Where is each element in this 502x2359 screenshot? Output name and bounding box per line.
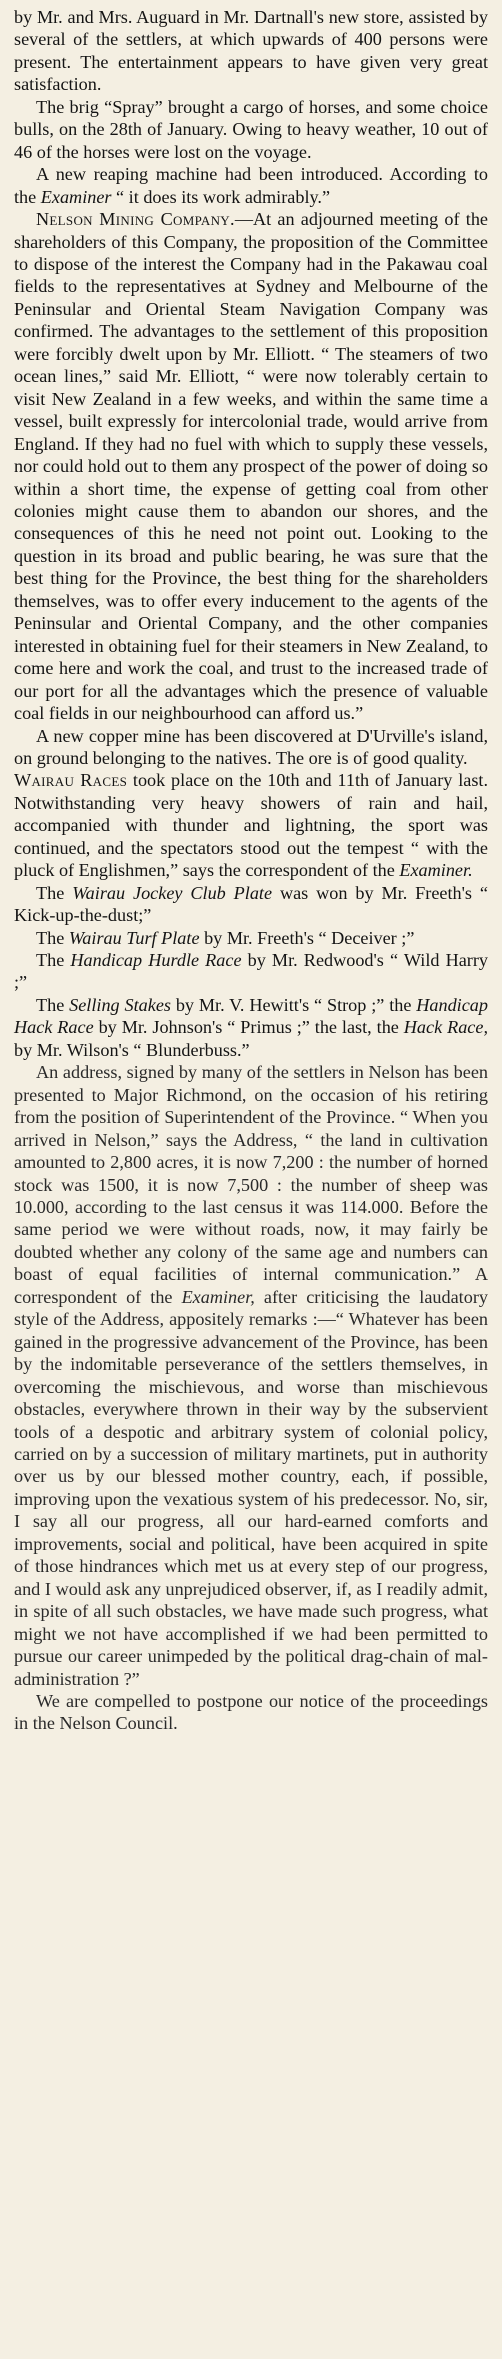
paragraph-turf-plate (14, 927, 488, 949)
paragraph-text: by Mr. Redwood's “ Wild Harry ;” (14, 950, 488, 993)
paragraph-text: A new copper mine has been discovered at D'Urville's island, on ground belonging to the natives. The ore is of good quality. (14, 725, 488, 768)
paragraph-address-major-richmond (14, 1061, 488, 1690)
section-heading: Wairau Races (14, 770, 128, 791)
paragraph-text: “ it does its work admirably.” (111, 186, 331, 207)
paragraph-text: The brig “Spray” brought a cargo of horses, and some choice bulls, on the 28th of January. Owing to heavy weather, 10 out of 46 of the horses were lost on the voyage. (14, 96, 488, 162)
paragraph-text: The (36, 927, 69, 948)
paragraph-text: by Mr. Wilson's “ Blunderbuss.” (14, 1039, 250, 1060)
paragraph-brig-spray (14, 96, 488, 163)
paragraph-entertainment (14, 6, 488, 96)
paragraph-wairau-races (14, 769, 488, 881)
newspaper-name: Examiner (40, 186, 112, 207)
race-name: Wairau Turf Plate (68, 927, 200, 948)
newspaper-name: Examiner, (181, 1286, 255, 1307)
paragraph-text: took place on the 10th and 11th of January last. Notwithstanding very heavy showers of rain and hail, accompanied with thunder and lightning, the sport was continued, and the spectators stood out the tempest “ with the pluck of Englishmen,” says the correspondent of the (14, 770, 489, 881)
newspaper-name: Examiner. (399, 860, 473, 881)
paragraph-copper-mine (14, 725, 488, 770)
race-name: Selling Stakes (69, 994, 171, 1015)
paragraph-text: by Mr. Johnson's “ Primus ;” the last, the (93, 1017, 404, 1038)
paragraph-text: after criticising the laudatory style of the Address, appositely remarks :—“ Whatever has been gained in the progressive advancement of the Province, has been by the indomitable perseverance of the settlers themselves, in overcoming the mischievous, and worse than mischievous obstacles, everywhere thrown in their way by the subservient tools of a despotic and arbitrary system of colonial policy, carried on by a succession of military martinets, put in authority over us by our blessed mother country, each, if possible, improving upon the vexatious system of his predecessor. No, sir, I say all our progress, all our hard-earned comforts and improvements, social and political, have been acquired in spite of those hindrances which met us at every step of our progress, and I would ask any unprejudiced observer, if, as I readily admit, in spite of all such obstacles, we have made such progress, what might we not have accomplished if we had been permitted to pursue our career unimpeded by the political drag-chain of mal-administration ?” (14, 1286, 488, 1689)
paragraph-jockey-club-plate (14, 882, 488, 927)
paragraph-postpone-notice (14, 1690, 488, 1735)
paragraph-text: by Mr. V. Hewitt's “ Strop ;” the (170, 994, 417, 1015)
paragraph-text: A new reaping machine had been introduced. According to the (14, 164, 488, 207)
paragraph-text: The (36, 994, 70, 1015)
race-name: Wairau Jockey Club Plate (72, 882, 273, 903)
paragraph-text: The (36, 950, 71, 971)
paragraph-text: by Mr. and Mrs. Auguard in Mr. Dartnall's new store, assisted by several of the settlers, at which upwards of 400 persons were present. The entertainment appears to have given very great satisfaction. (14, 7, 488, 95)
race-name: Handicap Hack Race (14, 994, 488, 1038)
paragraph-hurdle-race (14, 949, 488, 994)
paragraph-text: The (36, 882, 73, 903)
section-heading: Nelson Mining Company. (36, 209, 235, 230)
paragraph-text: We are compelled to postpone our notice of the proceedings in the Nelson Council. (14, 1690, 488, 1734)
paragraph-text: was won by Mr. Freeth's “ Kick-up-the-dust;” (14, 882, 488, 926)
paragraph-text: —At an adjourned meeting of the shareholders of this Company, the proposition of the Committee to dispose of the interest the Company had in the Pakawau coal fields to the representatives at Sydney and Melbourne of the Peninsular and Oriental Steam Navigation Company was confirmed. The advantages to the settlement of this proposition were forcibly dwelt upon by Mr. Elliott. “ The steamers of two ocean lines,” said Mr. Elliott, “ were now tolerably certain to visit New Zealand in a few weeks, and within the same time a vessel, built expressly for intercolonial trade, would arrive from England. If they had no fuel with which to supply these vessels, nor could hold out to them any prospect of the power of doing so within a short time, the expense of getting coal from other colonies might cause them to abandon our shores, and the consequences of this he need not point out. Looking to the question in its broad and public bearing, he was sure that the best thing for the Province, the best thing for the shareholders themselves, was to offer every inducement to the agents of the Peninsular and Oriental Company, and the other companies interested in obtaining fuel for their steamers in New Zealand, to come here and work the coal, and trust to the increased trade of our port for all the advantages which the presence of valuable coal fields in our neighbourhood can afford us.” (14, 209, 488, 724)
paragraph-nelson-mining-company (14, 208, 488, 724)
paragraph-text: An address, signed by many of the settlers in Nelson has been presented to Major Richmond, on the occasion of his retiring from the position of Superintendent of the Province. “ When you arrived in Nelson,” says the Address, “ the land in cultivation amounted to 2,800 acres, it is now 7,200 : the number of horned stock was 1500, it is now 7,500 : the number of sheep was 10.000, according to the last census it was 114.000. Before the same period we were without roads, now, it may fairly be doubted whether any colony of the same age and numbers can boast of equal facilities of internal communication.” A correspondent of the (14, 1062, 488, 1307)
race-name: Hack Race, (403, 1017, 488, 1038)
paragraph-text: by Mr. Freeth's “ Deceiver ;” (199, 927, 415, 948)
race-name: Handicap Hurdle Race (70, 950, 242, 971)
paragraph-selling-stakes (14, 994, 488, 1061)
newspaper-column (14, 6, 488, 1735)
paragraph-reaping-machine (14, 163, 488, 208)
